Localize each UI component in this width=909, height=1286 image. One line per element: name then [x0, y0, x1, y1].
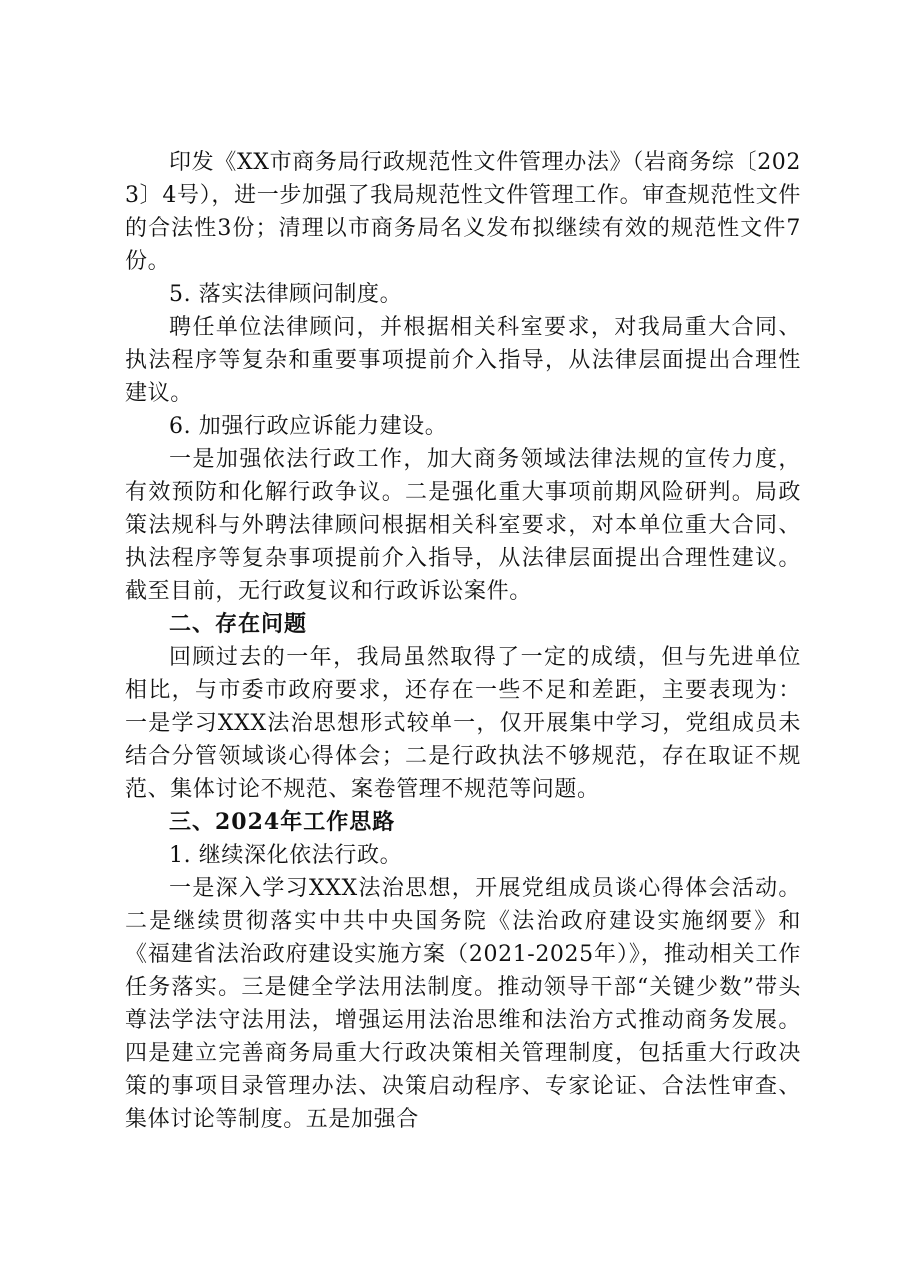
- paragraph-legal-advisor: 聘任单位法律顾问，并根据相关科室要求，对我局重大合同、执法程序等复杂和重要事项提前介入指导，从法律层面提出合理性建议。: [125, 315, 801, 406]
- document-body: [125, 146, 801, 1136]
- paragraph-2024-plan: 一是深入学习XXX法治思想，开展党组成员谈心得体会活动。二是继续贯彻落实中共中央国务院《法治政府建设实施纲要》和《福建省法治政府建设实施方案（2021-2025年）》，推动相关工作任务落实。三是健全学法用法制度。推动领导干部“关键少数”带头尊法学法守法用法，增强运用法治思维和法治方式推动商务发展。四是建立完善商务局重大行政决策相关管理制度，包括重大行政决策的事项目录管理办法、决策启动程序、专家论证、合法性审查、集体讨论等制度。五是加强合: [125, 876, 801, 1132]
- paragraph-problems: 回顾过去的一年，我局虽然取得了一定的成绩，但与先进单位相比，与市委市政府要求，还存在一些不足和差距，主要表现为：一是学习XXX法治思想形式较单一，仅开展集中学习，党组成员未结合分管领域谈心得体会；二是行政执法不够规范，存在取证不规范、集体讨论不规范、案卷管理不规范等问题。: [125, 645, 801, 802]
- paragraph-regulatory-documents: 印发《XX市商务局行政规范性文件管理办法》（岩商务综〔2023〕4号），进一步加强了我局规范性文件管理工作。审查规范性文件的合法性3份；清理以市商务局名义发布拟继续有效的规范性文件7份。: [125, 150, 801, 274]
- subheading-deepen-law-administration: 1. 继续深化依法行政。: [169, 843, 403, 868]
- subheading-legal-advisor: 5. 落实法律顾问制度。: [169, 282, 403, 307]
- section-heading-2024-plan: 三、2024年工作思路: [169, 809, 396, 835]
- subheading-litigation-capacity: 6. 加强行政应诉能力建设。: [169, 414, 448, 439]
- paragraph-litigation-capacity: 一是加强依法行政工作，加大商务领域法律法规的宣传力度，有效预防和化解行政争议。二是强化重大事项前期风险研判。局政策法规科与外聘法律顾问根据相关科室要求，对本单位重大合同、执法程序等复杂事项提前介入指导，从法律层面提出合理性建议。截至目前，无行政复议和行政诉讼案件。: [125, 447, 801, 604]
- section-heading-problems: 二、存在问题: [169, 611, 308, 637]
